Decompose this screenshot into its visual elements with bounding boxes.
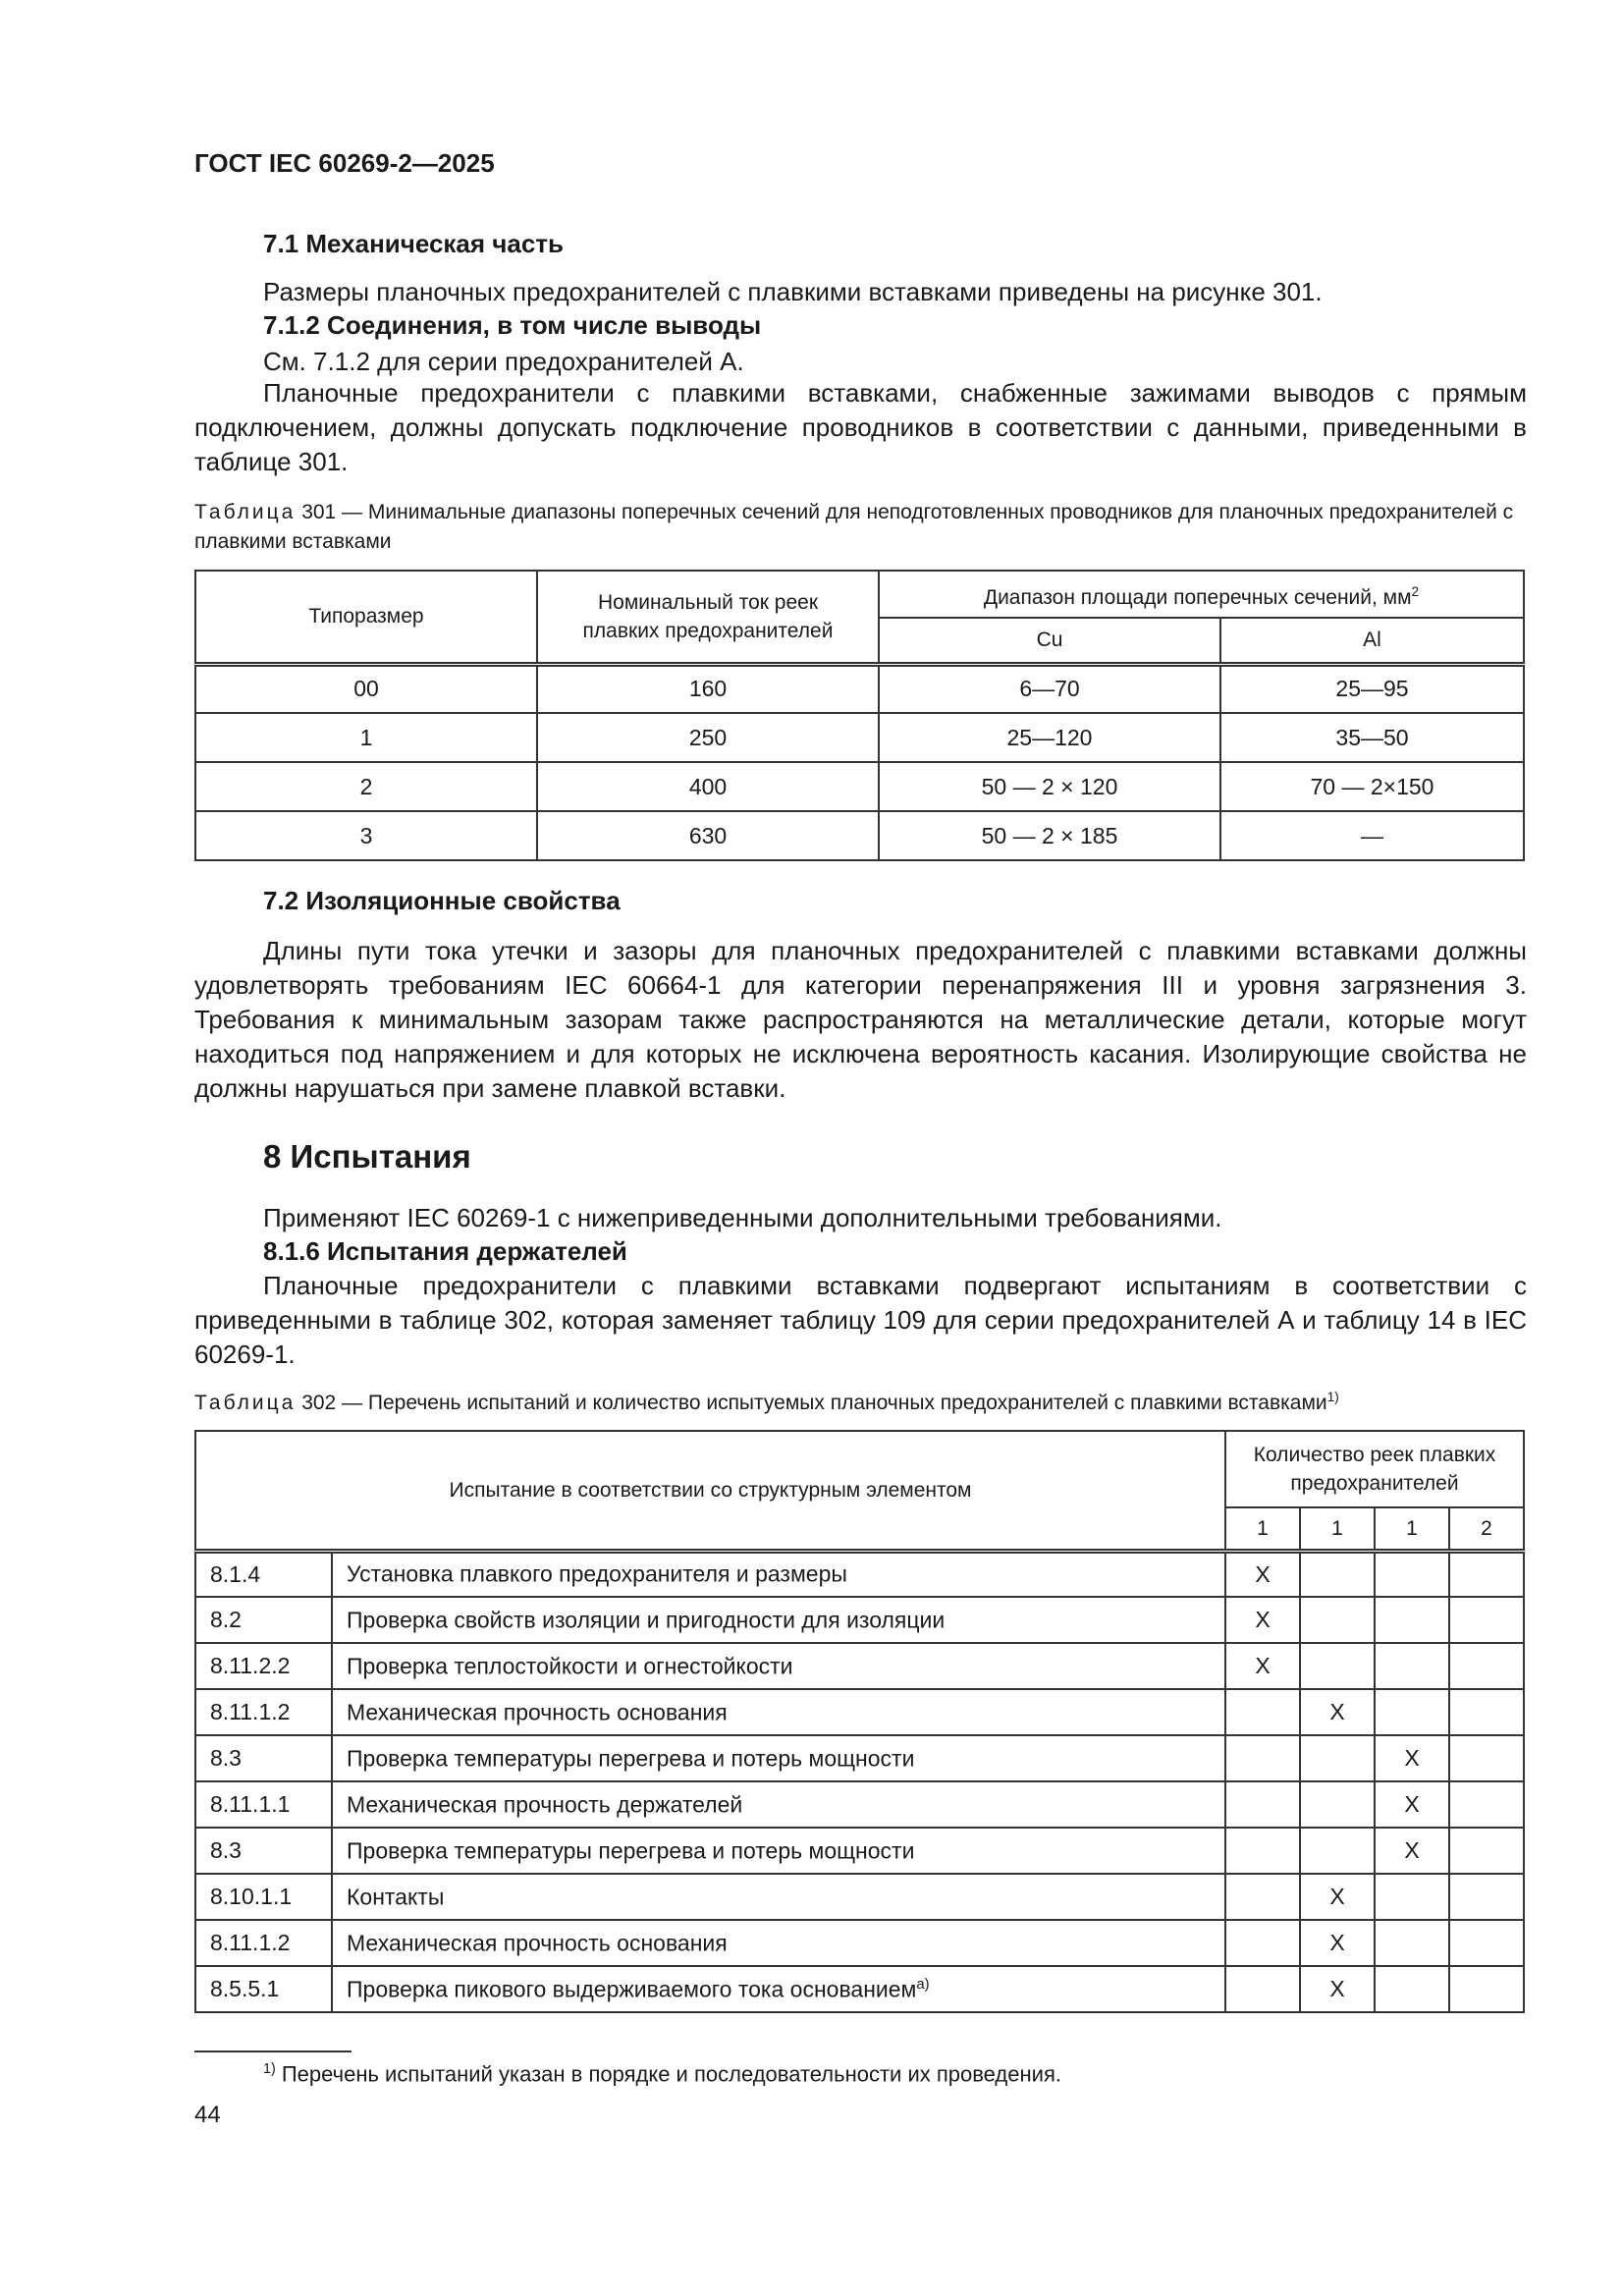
table-302-mark: [1225, 1689, 1300, 1735]
table-302-mark: [1225, 1781, 1300, 1828]
table-301-caption-label: Таблица: [194, 501, 297, 523]
table-302-mark: [1300, 1597, 1375, 1643]
table-302-mark: [1449, 1643, 1524, 1689]
table-302: [194, 1430, 1525, 2013]
section-8-paragraph: Применяют IEC 60269-1 с нижеприведенными дополнительными требованиями.: [263, 1203, 1222, 1232]
table-302-mark: [1449, 1689, 1524, 1735]
table-302-test-name-text: Проверка свойств изоляции и пригодности для изоляции: [347, 1607, 946, 1633]
table-302-test-name-text: Механическая прочность основания: [347, 1699, 728, 1725]
table-302-test-name: [332, 1689, 1225, 1735]
table-302-test-name: [332, 1874, 1225, 1920]
footnote-text: Перечень испытаний указан в порядке и последовательности их проведения.: [281, 2061, 1061, 2087]
section-7-1-heading: 7.1 Механическая часть: [263, 229, 565, 258]
table-302-test-name-sup: a): [916, 1975, 930, 1993]
table-302-clause: 8.1.4: [195, 1551, 332, 1597]
table-302-row: [195, 1689, 1524, 1735]
table-302-test-name-text: Механическая прочность держателей: [347, 1791, 743, 1818]
table-302-row: [195, 1828, 1524, 1874]
footnote-separator: [194, 2050, 352, 2052]
table-302-caption-label: Таблица: [194, 1392, 297, 1414]
table-302-row: [195, 1966, 1524, 2012]
table-302-mark: [1375, 1551, 1449, 1597]
table-302-test-name: [332, 1966, 1225, 2012]
table-302-clause: 8.11.1.1: [195, 1781, 332, 1828]
footnote-mark: 1): [263, 2061, 276, 2077]
table-301-cell: 50 — 2 × 185: [879, 811, 1220, 860]
table-302-row: [195, 1781, 1524, 1828]
table-302-row: [195, 1643, 1524, 1689]
table-301-header-al: Al: [1220, 618, 1524, 664]
table-302-test-name-text: Установка плавкого предохранителя и размеры: [347, 1561, 847, 1588]
table-301-header-current-text: Номинальный ток реек плавких предохранителей: [582, 590, 834, 642]
table-302-caption-sup: 1): [1326, 1390, 1339, 1404]
table-302-test-name: [332, 1735, 1225, 1781]
table-301-row: [195, 664, 1524, 713]
table-302-mark: [1225, 1920, 1300, 1966]
table-302-qty-col: 2: [1449, 1507, 1524, 1551]
table-302-mark: [1225, 1735, 1300, 1781]
section-8-heading: 8 Испытания: [263, 1138, 471, 1175]
table-302-mark: [1449, 1920, 1524, 1966]
table-302-clause: 8.11.1.2: [195, 1920, 332, 1966]
section-7-2-heading: 7.2 Изоляционные свойства: [263, 886, 621, 915]
section-8-1-6-heading: 8.1.6 Испытания держателей: [263, 1236, 627, 1266]
table-302-qty-col: 1: [1225, 1507, 1300, 1551]
table-301-cell: 400: [537, 762, 879, 811]
table-301-cell: 250: [537, 713, 879, 762]
table-301-cell: 50 — 2 × 120: [879, 762, 1220, 811]
table-302-test-name: [332, 1551, 1225, 1597]
table-302-mark: [1375, 1920, 1449, 1966]
page-number: 44: [194, 2102, 221, 2128]
table-301-cell: 00: [195, 664, 537, 713]
table-301-cell: 2: [195, 762, 537, 811]
table-301-cell: 70 — 2×150: [1220, 762, 1524, 811]
table-302-mark: [1449, 1874, 1524, 1920]
table-302-mark: [1300, 1643, 1375, 1689]
footnote: [263, 2054, 1061, 2089]
table-302-header-test: Испытание в соответствии со структурным элементом: [195, 1431, 1225, 1551]
table-302-row: [195, 1551, 1524, 1597]
table-302-test-name-text: Контакты: [347, 1884, 445, 1910]
table-302-mark: [1300, 1551, 1375, 1597]
table-302-test-name: [332, 1643, 1225, 1689]
table-302-mark: [1449, 1597, 1524, 1643]
table-301-caption: [194, 498, 1527, 557]
table-301: [194, 570, 1525, 861]
table-302-mark: [1449, 1735, 1524, 1781]
table-302-header-qty: [1225, 1431, 1524, 1507]
table-302-mark: [1449, 1966, 1524, 2012]
table-302-mark: X: [1225, 1551, 1300, 1597]
table-302-row: [195, 1735, 1524, 1781]
table-302-mark: X: [1375, 1735, 1449, 1781]
table-302-row: [195, 1874, 1524, 1920]
table-302-qty-col: 1: [1375, 1507, 1449, 1551]
table-301-row: [195, 713, 1524, 762]
table-301-cell: 3: [195, 811, 537, 860]
table-301-cell: 25—95: [1220, 664, 1524, 713]
table-302-mark: [1449, 1551, 1524, 1597]
table-302-mark: [1375, 1966, 1449, 2012]
table-302-mark: [1449, 1828, 1524, 1874]
table-302-mark: [1449, 1781, 1524, 1828]
table-302-mark: [1375, 1689, 1449, 1735]
table-302-mark: [1225, 1966, 1300, 2012]
table-302-mark: [1300, 1828, 1375, 1874]
table-302-test-name-text: Проверка температуры перегрева и потерь мощности: [347, 1745, 915, 1772]
section-7-1-2-paragraph-2: Планочные предохранители с плавкими вставками, снабженные зажимами выводов с прямым подключением, должны допускать подключение проводников в соответствии с данными, приведенными в таблице 301.: [194, 378, 1527, 476]
table-301-row: [195, 762, 1524, 811]
table-302-test-name-text: Проверка температуры перегрева и потерь мощности: [347, 1837, 915, 1864]
table-302-clause: 8.5.5.1: [195, 1966, 332, 2012]
table-302-test-name: [332, 1920, 1225, 1966]
table-302-test-name-text: Проверка пикового выдерживаемого тока основанием: [347, 1976, 917, 2002]
table-301-cell: —: [1220, 811, 1524, 860]
section-7-1-2-paragraph-1: См. 7.1.2 для серии предохранителей А.: [263, 347, 744, 376]
table-302-mark: [1375, 1643, 1449, 1689]
table-301-header-current: [537, 571, 879, 664]
table-301-header-range-text: Диапазон площади поперечных сечений, мм: [983, 585, 1412, 609]
table-302-mark: X: [1300, 1689, 1375, 1735]
table-302-mark: X: [1300, 1874, 1375, 1920]
table-302-qty-col: 1: [1300, 1507, 1375, 1551]
table-302-test-name-text: Механическая прочность основания: [347, 1930, 728, 1956]
table-302-caption: [194, 1383, 1569, 1418]
table-302-mark: X: [1375, 1781, 1449, 1828]
table-302-header-qty-text: Количество реек плавких предохранителей: [1253, 1444, 1496, 1495]
table-301-cell: 160: [537, 664, 879, 713]
table-301-cell: 1: [195, 713, 537, 762]
table-302-mark: [1225, 1874, 1300, 1920]
table-301-header-cu: Cu: [879, 618, 1220, 664]
table-302-row: [195, 1597, 1524, 1643]
table-301-cell: 630: [537, 811, 879, 860]
table-302-mark: [1225, 1828, 1300, 1874]
table-302-mark: X: [1300, 1920, 1375, 1966]
table-301-header-range: [879, 571, 1524, 618]
section-7-1-paragraph: Размеры планочных предохранителей с плавкими вставками приведены на рисунке 301.: [263, 277, 1323, 306]
table-301-cell: 35—50: [1220, 713, 1524, 762]
table-301-row: [195, 811, 1524, 860]
table-302-mark: [1300, 1781, 1375, 1828]
table-301-header-range-sup: 2: [1411, 583, 1420, 599]
table-301-cell: 6—70: [879, 664, 1220, 713]
table-302-mark: X: [1375, 1828, 1449, 1874]
section-8-1-6-paragraph: Планочные предохранители с плавкими вставками подвергают испытаниям в соответствии с приведенными в таблице 302, которая заменяет таблицу 109 для серии предохранителей А и таблицу 14 в IEC 60269-1.: [194, 1271, 1527, 1369]
table-302-clause: 8.3: [195, 1735, 332, 1781]
table-302-mark: [1300, 1735, 1375, 1781]
table-302-mark: [1375, 1874, 1449, 1920]
document-id-header: ГОСТ IEC 60269-2—2025: [194, 148, 495, 178]
table-302-mark: [1375, 1597, 1449, 1643]
table-302-mark: X: [1225, 1597, 1300, 1643]
table-302-test-name: [332, 1597, 1225, 1643]
table-302-mark: X: [1225, 1643, 1300, 1689]
section-7-1-2-heading: 7.1.2 Соединения, в том числе выводы: [263, 310, 762, 340]
table-302-clause: 8.2: [195, 1597, 332, 1643]
table-302-row: [195, 1920, 1524, 1966]
table-302-mark: X: [1300, 1966, 1375, 2012]
table-302-clause: 8.11.2.2: [195, 1643, 332, 1689]
table-301-caption-text: 301 — Минимальные диапазоны поперечных сечений для неподготовленных проводников для планочных предохранителей с плавкими вставками: [194, 501, 1514, 553]
section-7-2-paragraph: Длины пути тока утечки и зазоры для планочных предохранителей с плавкими вставками должны удовлетворять требованиям IEC 60664-1 для категории перенапряжения III и уровня загрязнения 3. Требования к минимальным зазорам также распространяются на металлические детали, которые могут находиться под напряжением и для которых не исключена вероятность касания. Изолирующие свойства не должны нарушаться при замене плавкой вставки.: [194, 936, 1527, 1103]
table-302-clause: 8.11.1.2: [195, 1689, 332, 1735]
table-302-clause: 8.3: [195, 1828, 332, 1874]
table-302-test-name: [332, 1828, 1225, 1874]
table-302-clause: 8.10.1.1: [195, 1874, 332, 1920]
table-302-test-name-text: Проверка теплостойкости и огнестойкости: [347, 1653, 793, 1679]
table-302-test-name: [332, 1781, 1225, 1828]
table-301-header-size: Типоразмер: [195, 571, 537, 664]
table-301-cell: 25—120: [879, 713, 1220, 762]
table-302-caption-text: 302 — Перечень испытаний и количество испытуемых планочных предохранителей с плавкими вставками: [301, 1392, 1327, 1414]
